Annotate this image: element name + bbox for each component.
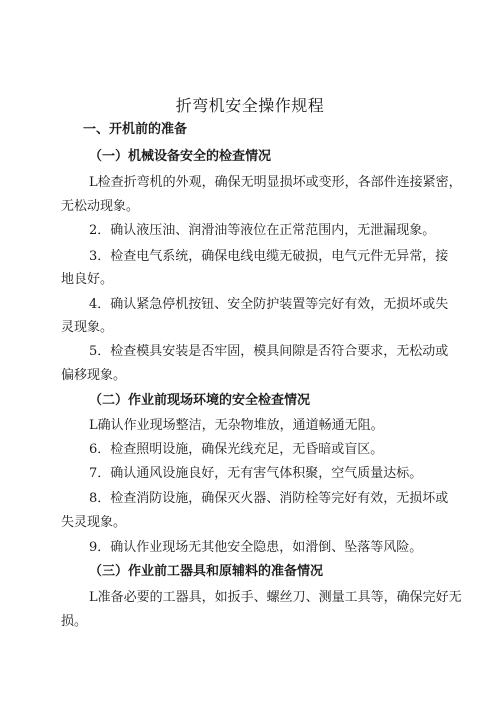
paragraph-line: 损。 — [61, 614, 88, 629]
paragraph-line: 地良好。 — [61, 272, 114, 287]
paragraph-line: 6．检查照明设施，确保光线充足，无昏暗或盲区。 — [89, 442, 384, 457]
paragraph-line: 失灵现象。 — [61, 515, 127, 530]
paragraph-line: 3．检查电气系统，确保电线电缆无破损，电气元件无异常，接 — [89, 249, 449, 264]
paragraph-line: 灵现象。 — [61, 320, 114, 335]
document-title: 折弯机安全操作规程 — [175, 96, 325, 115]
paragraph-line: 5．检查模具安装是否牢固，模具间隙是否符合要求，无松动或 — [89, 344, 449, 359]
section-heading: 一、开机前的准备 — [83, 122, 188, 137]
paragraph-line: 8．检查消防设施，确保灭火器、消防栓等完好有效，无损坏或 — [89, 491, 449, 506]
paragraph-line: L检查折弯机的外观，确保无明显损坏或变形，各部件连接紧密， — [89, 175, 462, 190]
paragraph-line: 无松动现象。 — [61, 199, 140, 214]
paragraph-line: L准备必要的工器具，如扳手、螺丝刀、测量工具等，确保完好无 — [89, 590, 462, 605]
subsection-heading: （一）机械设备安全的检查情况 — [89, 149, 272, 164]
paragraph-line: 偏移现象。 — [61, 368, 127, 383]
paragraph-line: 7．确认通风设施良好，无有害气体积聚，空气质量达标。 — [89, 466, 423, 481]
subsection-heading: （二）作业前现场环境的安全检查情况 — [89, 393, 311, 408]
paragraph-line: 9．确认作业现场无其他安全隐患，如滑倒、坠落等风险。 — [89, 540, 423, 555]
paragraph-line: L确认作业现场整洁，无杂物堆放，通道畅通无阻。 — [89, 418, 384, 433]
paragraph-line: 4．确认紧急停机按钮、安全防护装置等完好有效，无损坏或失 — [89, 297, 449, 312]
paragraph-line: 2．确认液压油、润滑油等液位在正常范围内，无泄漏现象。 — [89, 223, 436, 238]
subsection-heading: （三）作业前工器具和原辅料的准备情况 — [89, 564, 324, 579]
